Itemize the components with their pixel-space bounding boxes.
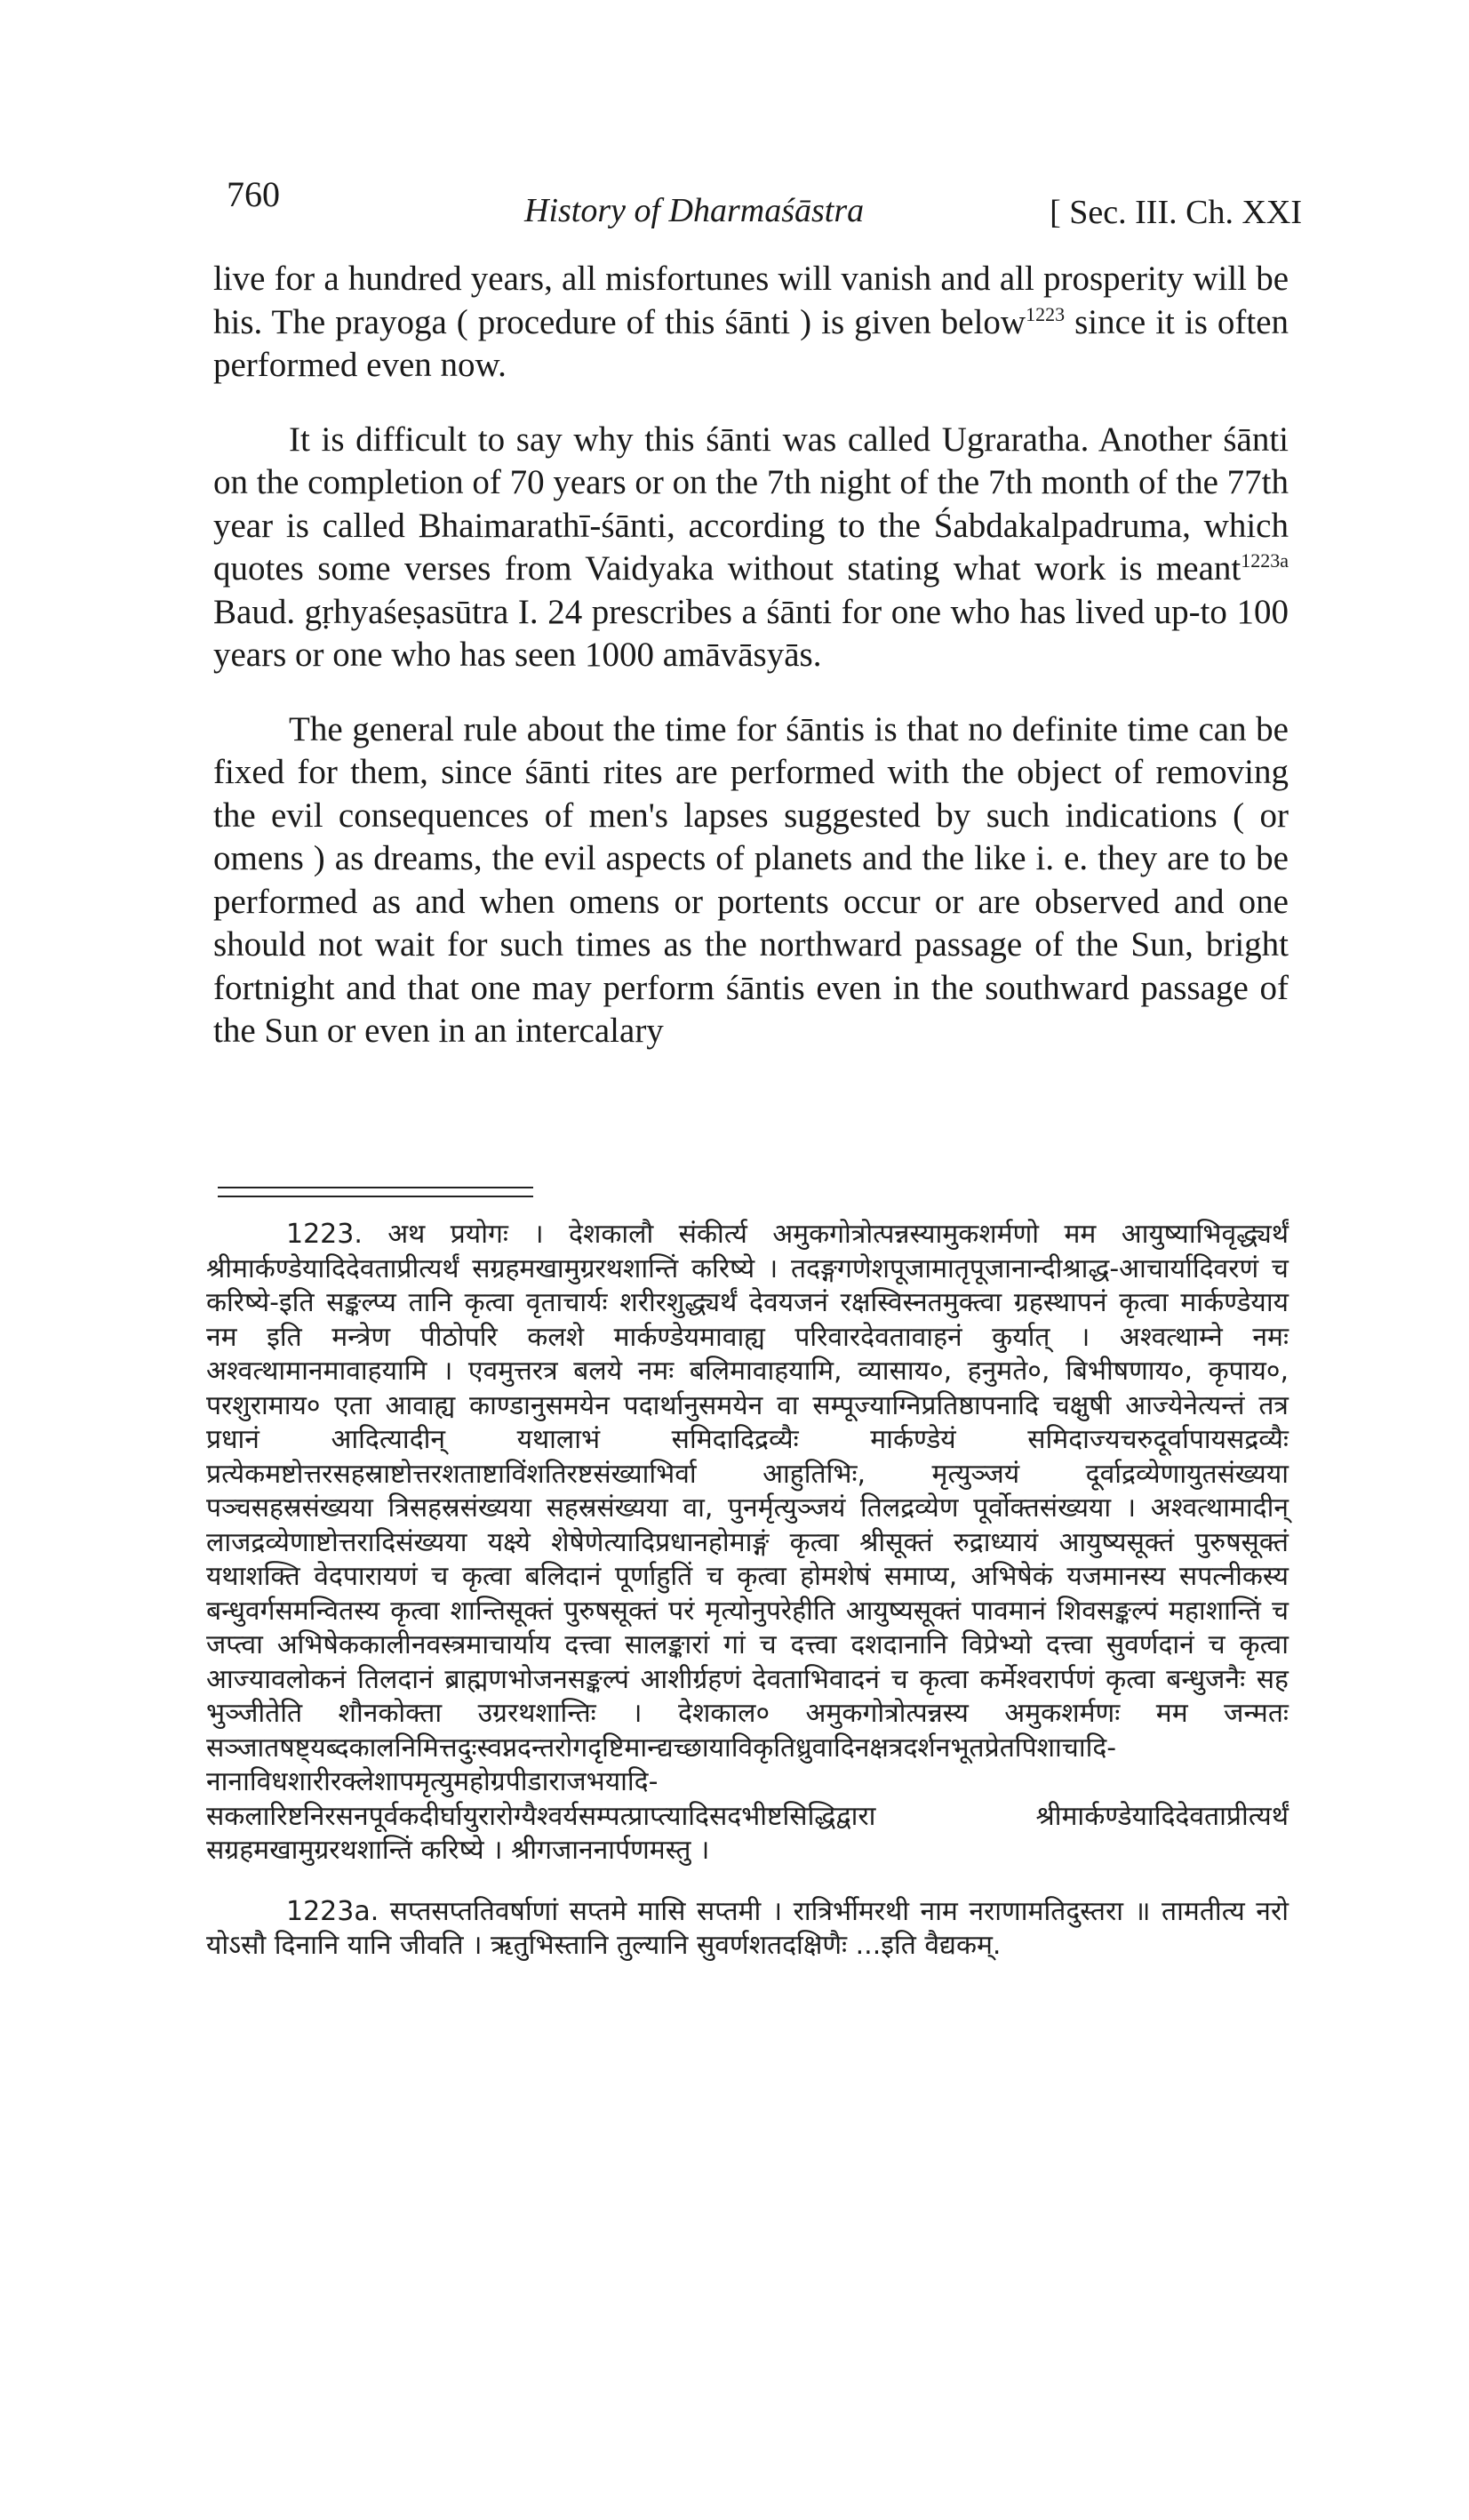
paragraph-2 [213,419,1289,677]
main-text [213,258,1289,1084]
footnote-ref-1223a: 1223a [1241,549,1289,572]
footnote-1223: 1223. अथ प्रयोगः । देशकालौ संकीर्त्य अमुकगोत्रोत्पन्नस्यामुकशर्मणो मम आयुष्याभिवृद्ध्यर्थं श्रीमार्कण्डेयादिदेवताप्रीत्यर्थं सग्रहमखामुग्ररथशान्तिं करिष्ये । तदङ्गगणेशपूजामातृपूजानान्दीश्राद्ध-आचार्यादिवरणं च करिष्ये-इति सङ्कल्प्य तानि कृत्वा वृताचार्यः शरीरशुद्ध्यर्थं देवयजनं रक्षस्विस्नतमुक्त्वा ग्रहस्थापनं कृत्वा मार्कण्डेयाय नम इति मन्त्रेण पीठोपरि कलशे मार्कण्डेयमावाह्य परिवारदेवतावाहनं कुर्यात् । अश्वत्थाम्ने नमः अश्वत्थामानमावाहयामि । एवमुत्तरत्र बलये नमः बलिमावाहयामि, व्यासाय०, हनुमते०, बिभीषणाय०, कृपाय०, परशुरामाय० एता आवाह्य काण्डानुसमयेन पदार्थानुसमयेन वा सम्पूज्याग्निप्रतिष्ठापनादि चक्षुषी आज्येनेत्यन्तं तत्र प्रधानं आदित्यादीन् यथालाभं समिदादिद्रव्यैः मार्कण्डेयं समिदाज्यचरुदूर्वापायसद्रव्यैः प्रत्येकमष्टोत्तरसहस्राष्टोत्तरशताष्टाविंशतिरष्टसंख्याभिर्वा आहुतिभिः, मृत्युञ्जयं दूर्वाद्रव्येणायुतसंख्यया पञ्चसहस्रसंख्यया त्रिसहस्रसंख्यया सहस्रसंख्यया वा, पुनर्मृत्युञ्जयं तिलद्रव्येण पूर्वोक्तसंख्यया । अश्वत्थामादीन् लाजद्रव्येणाष्टोत्तरादिसंख्यया यक्ष्ये शेषेणेत्यादिप्रधानहोमाङ्गं कृत्वा श्रीसूक्तं रुद्राध्यायं आयुष्यसूक्तं पुरुषसूक्तं यथाशक्ति वेदपारायणं च कृत्वा बलिदानं पूर्णाहुतिं च कृत्वा होमशेषं समाप्य, अभिषेकं यजमानस्य सपत्नीकस्य बन्धुवर्गसमन्वितस्य कृत्वा शान्तिसूक्तं पुरुषसूक्तं परं मृत्योनुपरेहीति आयुष्यसूक्तं पावमानं शिवसङ्कल्पं महाशान्तिं च जप्त्वा अभिषेककालीनवस्त्रमाचार्याय दत्त्वा सालङ्कारां गां च दत्त्वा दशदानानि विप्रेभ्यो दत्त्वा सुवर्णदानं च कृत्वा आज्यावलोकनं तिलदानं ब्राह्मणभोजनसङ्कल्पं आशीर्ग्रहणं देवताभिवादनं च कृत्वा कर्मेश्वरार्पणं कृत्वा बन्धुजनैः सह भुञ्जीतेति शौनकोक्ता उग्ररथशान्तिः । देशकाल० अमुकगोत्रोत्पन्नस्य अमुकशर्मणः मम जन्मतः सञ्जातषष्ट्यब्दकालनिमित्तदुःस्वप्नदन्तरोगदृष्टिमान्द्यच्छायाविकृतिध्रुवादिनक्षत्रदर्शनभूतप्रेतपिशाचादि-नानाविधशारीरक्लेशापमृत्युमहोग्रपीडाराजभयादि-सकलारिष्टनिरसनपूर्वकदीर्घायुरारोग्यैश्वर्यसम्पत्प्राप्त्यादिसदभीष्टसिद्धिद्वारा श्रीमार्कण्डेयादिदेवताप्रीत्यर्थं सग्रहमखामुग्ररथशान्तिं करिष्ये । श्रीगजाननार्पणमस्तु । [206,1219,1289,1866]
paragraph-1-tail: since it is often performed even now. [213,302,1289,384]
paragraph-1 [213,258,1289,388]
paragraph-1-text: live for a hundred years, all misfortunes will vanish and all prosperity will be his. The prayoga ( procedure of this śānti ) is given below [213,260,1289,341]
section-reference: [ Sec. III. Ch. XXI [1050,194,1302,231]
paragraph-2-text: It is difficult to say why this śānti was called Ugraratha. Another śānti on the completion of 70 years or on the 7th night of the 7th month of the 77th year is called Bhaimarathī-śānti, according to the Śabdakalpadruma, which quotes some verses from Vaidyaka without stating what work is meant [213,420,1289,588]
footnotes [206,1218,1289,1990]
page-header [227,173,1302,236]
paragraph-2-tail: Baud. gṛhyaśeṣasūtra I. 24 prescribes a śānti for one who has lived up-to 100 years or one who has seen 1000 amāvāsyās. [213,592,1289,674]
running-title: History of Dharmaśāstra [524,192,865,229]
page-number: 760 [227,174,280,214]
footnote-1223a: 1223a. सप्तसप्ततिवर्षाणां सप्तमे मासि सप्तमी । रात्रिर्भीमरथी नाम नराणामतिदुस्तरा ॥ तामतीत्य नरो योऽसौ दिनानि यानि जीवति । ऋतुभिस्तानि तुल्यानि सुवर्णशतदक्षिणैः ...इति वैद्यकम्. [206,1895,1289,1961]
footnote-ref-1223: 1223 [1026,302,1066,325]
footnote-divider [218,1187,533,1197]
paragraph-3: The general rule about the time for śāntis is that no definite time can be fixed for them, since śānti rites are performed with the object of removing the evil consequences of men's lapses suggested by such indications ( or omens ) as dreams, the evil aspects of planets and the like i. e. they are to be performed as and when omens or portents occur or are observed and one should not wait for such times as the northward passage of the Sun, bright fortnight and that one may perform śāntis even in the southward passage of the Sun or even in an intercalary [213,709,1289,1050]
